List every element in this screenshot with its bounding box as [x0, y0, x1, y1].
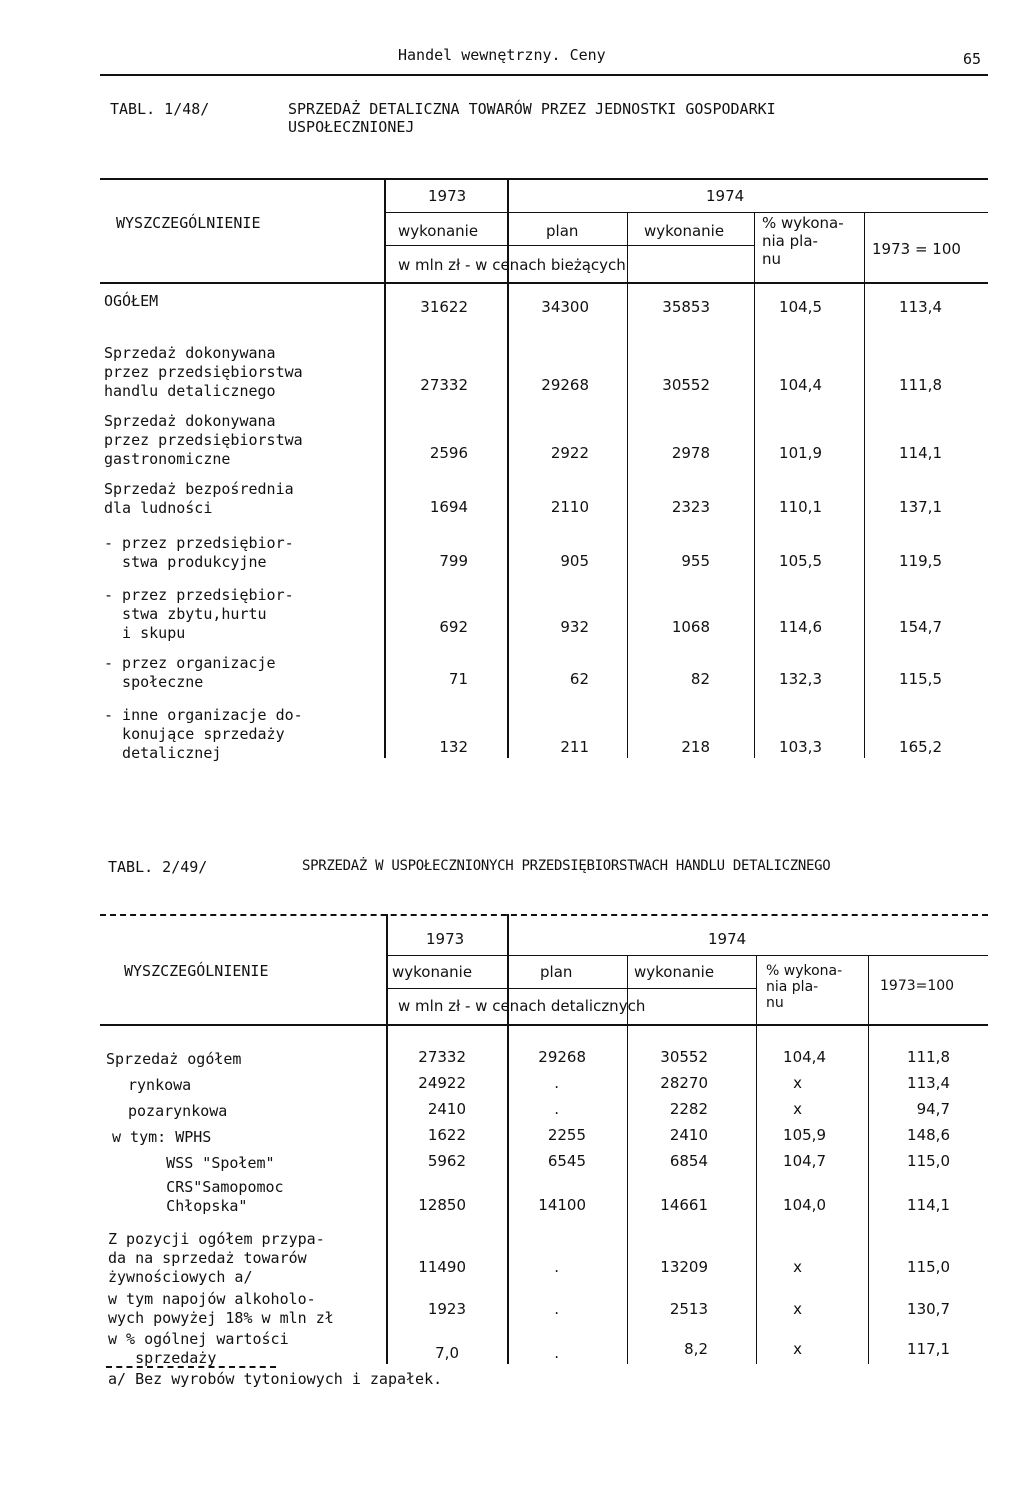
cell-pct: 114,6 [779, 618, 822, 636]
cell-index: 113,4 [899, 298, 942, 316]
cell-index: 113,4 [907, 1074, 950, 1092]
table-2-col-wykonanie-1974: wykonanie [634, 963, 715, 981]
table-1-unit: w mln zł - w cenach bieżących [398, 256, 626, 274]
cell-wyk: 2282 [669, 1100, 708, 1118]
cell-plan: . [554, 1300, 559, 1318]
cell-plan: . [554, 1344, 559, 1362]
cell-1973: 1923 [427, 1300, 466, 1318]
cell-index: 115,5 [899, 670, 942, 688]
cell-index: 117,1 [907, 1340, 950, 1358]
row-label: w tym: WPHS [112, 1128, 212, 1146]
cell-pct: 132,3 [779, 670, 822, 688]
cell-1973: 7,0 [435, 1344, 459, 1362]
cell-wyk: 35853 [662, 298, 710, 316]
table-2-col-plan: plan [540, 963, 573, 981]
cell-1973: 692 [439, 618, 468, 636]
table-2-year-1974: 1974 [708, 930, 747, 948]
row-label: rynkowa [128, 1076, 192, 1094]
cell-index: 148,6 [907, 1126, 950, 1144]
row-label: pozarynkowa [128, 1102, 228, 1120]
table-2-col-pct-3: nu [766, 995, 784, 1011]
cell-plan: 62 [569, 670, 589, 688]
table-1-title-line2: USPOŁECZNIONEJ [288, 118, 415, 136]
table-2-vrule-stub [386, 914, 388, 1364]
cell-wyk: 8,2 [684, 1340, 708, 1358]
row-label: Sprzedaż dokonywana przez przedsiębiorstwa handlu detalicznego [104, 344, 303, 400]
cell-wyk: 2410 [669, 1126, 708, 1144]
cell-wyk: 1068 [671, 618, 710, 636]
table-1-top-rule [100, 178, 988, 180]
row-label: - przez przedsiębior- stwa produkcyjne [104, 534, 294, 571]
row-label: Sprzedaż dokonywana przez przedsiębiorstwa gastronomiczne [104, 412, 303, 468]
cell-1973: 5962 [427, 1152, 466, 1170]
cell-1973: 27332 [420, 376, 468, 394]
row-label: Sprzedaż bezpośrednia dla ludności [104, 480, 294, 517]
cell-pct: x [793, 1300, 802, 1318]
table-2-top-rule [100, 914, 988, 916]
page-number: 65 [963, 50, 982, 68]
table-2-head-bottom-rule [100, 1024, 988, 1026]
table-2-col-pct-1: % wykona- [766, 963, 843, 979]
cell-wyk: 28270 [660, 1074, 708, 1092]
cell-plan: . [554, 1074, 559, 1092]
cell-wyk: 14661 [660, 1196, 708, 1214]
table-2-col-wykonanie-1973: wykonanie [392, 963, 473, 981]
cell-pct: x [793, 1340, 802, 1358]
table-2-bottom-rule [106, 1366, 276, 1368]
cell-pct: x [793, 1100, 802, 1118]
row-label: - przez przedsiębior- stwa zbytu,hurtu i skupu [104, 586, 294, 642]
cell-index: 119,5 [899, 552, 942, 570]
table-1-sub-rule [384, 245, 754, 246]
cell-wyk: 2513 [669, 1300, 708, 1318]
header-rule [100, 74, 988, 76]
cell-pct: 110,1 [779, 498, 822, 516]
cell-plan: . [554, 1258, 559, 1276]
table-1-col-plan: plan [546, 222, 579, 240]
table-1-label: TABL. 1/48/ [110, 100, 210, 118]
running-header: Handel wewnętrzny. Ceny [398, 46, 606, 64]
table-1-year-1973: 1973 [428, 187, 467, 205]
cell-1973: 2596 [429, 444, 468, 462]
cell-plan: 2110 [550, 498, 589, 516]
row-label: WSS "Społem" [112, 1154, 275, 1172]
cell-index: 94,7 [916, 1100, 950, 1118]
cell-plan: 2255 [547, 1126, 586, 1144]
cell-pct: 104,7 [783, 1152, 826, 1170]
cell-wyk: 2978 [671, 444, 710, 462]
cell-plan: 14100 [538, 1196, 586, 1214]
table-2-year-rule [386, 955, 988, 956]
cell-pct: 105,5 [779, 552, 822, 570]
row-label: w % ogólnej wartości sprzedaży [108, 1330, 289, 1367]
table-1-title-line1: SPRZEDAŻ DETALICZNA TOWARÓW PRZEZ JEDNOSTKI GOSPODARKI [288, 100, 776, 118]
cell-index: 165,2 [899, 738, 942, 756]
table-1-col-wykonanie-1973: wykonanie [398, 222, 479, 240]
cell-plan: 34300 [541, 298, 589, 316]
row-label: w tym napojów alkoholo- wych powyżej 18% w mln zł [108, 1290, 334, 1327]
table-1-col-pct-1: % wykona- [762, 214, 844, 232]
cell-plan: 932 [560, 618, 589, 636]
table-1-stub-header: WYSZCZEGÓLNIENIE [116, 214, 261, 232]
cell-index: 130,7 [907, 1300, 950, 1318]
cell-1973: 1622 [427, 1126, 466, 1144]
table-2-vrule-wyk [756, 955, 757, 1364]
cell-plan: 6545 [547, 1152, 586, 1170]
cell-plan: 2922 [550, 444, 589, 462]
table-1-year-rule [384, 212, 988, 213]
cell-pct: x [793, 1258, 802, 1276]
cell-wyk: 6854 [669, 1152, 708, 1170]
table-1-vrule-stub [384, 178, 386, 758]
cell-wyk: 13209 [660, 1258, 708, 1276]
cell-plan: 211 [560, 738, 589, 756]
table-1-col-index: 1973 = 100 [872, 240, 961, 258]
cell-pct: 103,3 [779, 738, 822, 756]
table-2-vrule-1973 [507, 914, 509, 1364]
table-2-vrule-pct [868, 955, 869, 1364]
cell-index: 137,1 [899, 498, 942, 516]
cell-plan: 29268 [541, 376, 589, 394]
cell-pct: 104,4 [779, 376, 822, 394]
row-label: OGÓŁEM [104, 292, 159, 310]
row-label: Z pozycji ogółem przypa- da na sprzedaż towarów żywnościowych a/ [108, 1230, 325, 1286]
row-label: - przez organizacje społeczne [104, 654, 276, 691]
row-label: CRS"Samopomoc Chłopska" [166, 1178, 284, 1215]
cell-1973: 11490 [418, 1258, 466, 1276]
table-1-vrule-pct [864, 212, 865, 758]
cell-plan: 905 [560, 552, 589, 570]
table-2-label: TABL. 2/49/ [108, 858, 208, 876]
table-2-year-1973: 1973 [426, 930, 465, 948]
table-2-footnote: a/ Bez wyrobów tytoniowych i zapałek. [108, 1370, 443, 1388]
cell-1973: 12850 [418, 1196, 466, 1214]
table-1-head-bottom-rule [100, 282, 988, 284]
cell-wyk: 2323 [671, 498, 710, 516]
table-1-col-pct-2: nia pla- [762, 232, 818, 250]
table-2-col-pct-2: nia pla- [766, 979, 819, 995]
cell-pct: x [793, 1074, 802, 1092]
cell-pct: 104,5 [779, 298, 822, 316]
table-2-sub-rule [386, 988, 756, 989]
row-label: Sprzedaż ogółem [106, 1050, 242, 1068]
cell-pct: 101,9 [779, 444, 822, 462]
cell-pct: 105,9 [783, 1126, 826, 1144]
cell-1973: 71 [448, 670, 468, 688]
table-2-stub-header: WYSZCZEGÓLNIENIE [124, 962, 269, 980]
cell-wyk: 30552 [660, 1048, 708, 1066]
table-1-col-pct-3: nu [762, 250, 782, 268]
cell-index: 154,7 [899, 618, 942, 636]
table-2-vrule-plan [627, 955, 628, 1364]
cell-plan: 29268 [538, 1048, 586, 1066]
cell-1973: 24922 [418, 1074, 466, 1092]
cell-1973: 2410 [427, 1100, 466, 1118]
table-1-col-wykonanie-1974: wykonanie [644, 222, 725, 240]
table-2-title: SPRZEDAŻ W USPOŁECZNIONYCH PRZEDSIĘBIORSTWACH HANDLU DETALICZNEGO [302, 858, 831, 874]
cell-1973: 132 [439, 738, 468, 756]
cell-wyk: 218 [681, 738, 710, 756]
cell-plan: . [554, 1100, 559, 1118]
row-label: - inne organizacje do- konujące sprzedaży detalicznej [104, 706, 303, 762]
cell-index: 115,0 [907, 1258, 950, 1276]
cell-index: 111,8 [899, 376, 942, 394]
cell-1973: 1694 [429, 498, 468, 516]
cell-index: 114,1 [907, 1196, 950, 1214]
cell-index: 114,1 [899, 444, 942, 462]
table-2-unit: w mln zł - w cenach detalicznych [398, 997, 646, 1015]
cell-1973: 27332 [418, 1048, 466, 1066]
cell-index: 115,0 [907, 1152, 950, 1170]
cell-wyk: 30552 [662, 376, 710, 394]
cell-1973: 799 [439, 552, 468, 570]
table-2-col-index: 1973=100 [880, 978, 955, 994]
cell-wyk: 82 [690, 670, 710, 688]
table-1-vrule-wyk [754, 212, 755, 758]
cell-pct: 104,4 [783, 1048, 826, 1066]
cell-index: 111,8 [907, 1048, 950, 1066]
table-1-year-1974: 1974 [706, 187, 745, 205]
table-1-vrule-plan [627, 212, 628, 758]
cell-pct: 104,0 [783, 1196, 826, 1214]
cell-wyk: 955 [681, 552, 710, 570]
cell-1973: 31622 [420, 298, 468, 316]
